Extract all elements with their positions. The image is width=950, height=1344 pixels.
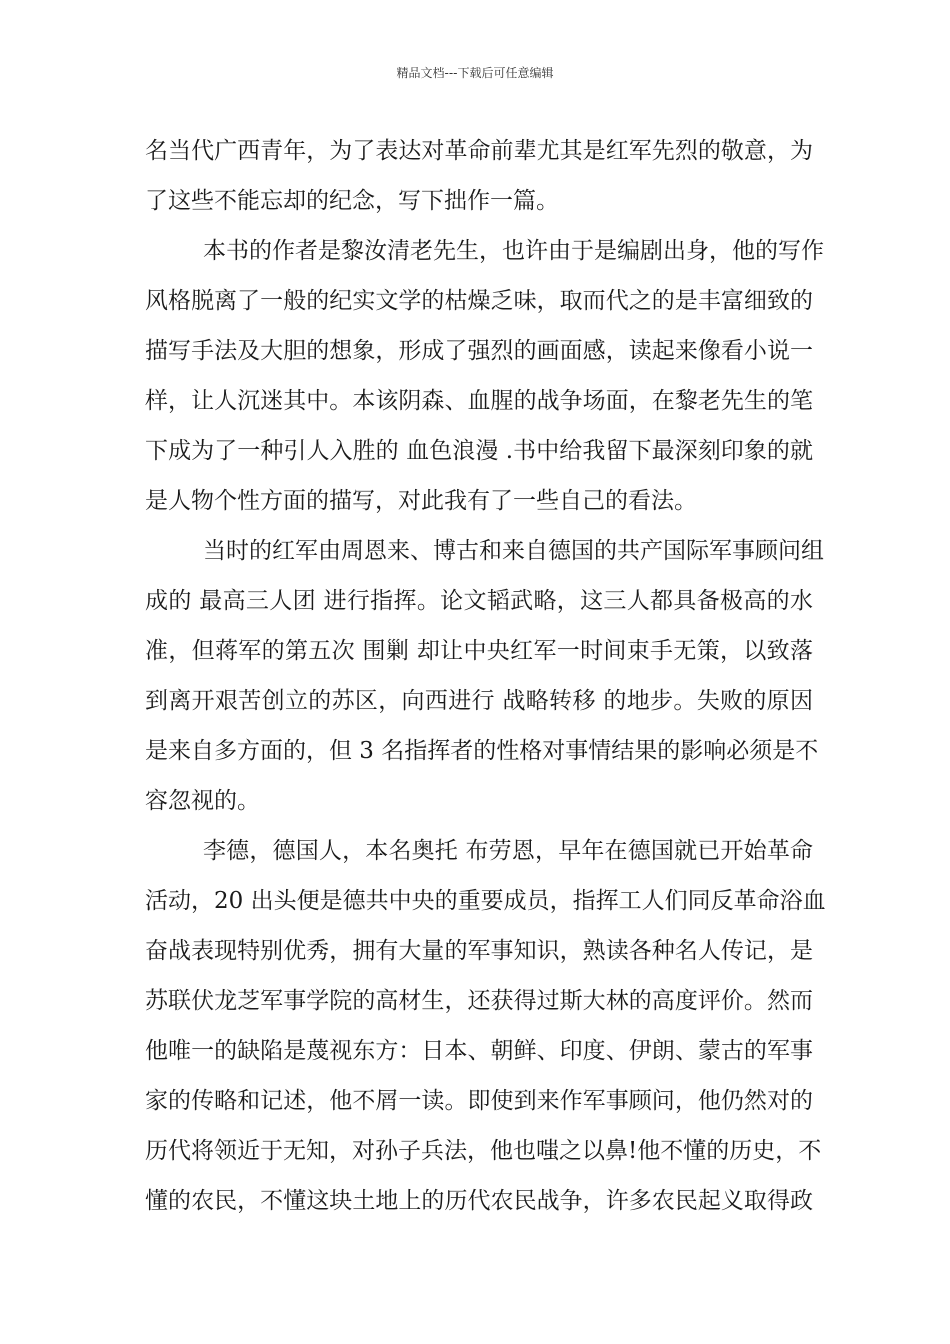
text-line: 他唯一的缺陷是蔑视东方：日本、朝鲜、印度、伊朗、蒙古的军事 bbox=[145, 1038, 813, 1064]
paragraph-4 bbox=[145, 826, 826, 1226]
page-header: 精品文档---下载后可任意编辑 bbox=[396, 66, 554, 80]
text-line: 描写手法及大胆的想象，形成了强烈的画面感，读起来像看小说一 bbox=[145, 338, 813, 364]
text-line: 历代将领近于无知，对孙子兵法，他也嗤之以鼻!他不懂的历史，不 bbox=[145, 1138, 822, 1164]
text-line: 下成为了一种引人入胜的 血色浪漫 .书中给我留下最深刻印象的就 bbox=[145, 438, 813, 464]
text-line: 准，但蒋军的第五次 围剿 却让中央红军一时间束手无策，以致落 bbox=[145, 638, 813, 664]
text-line: 当时的红军由周恩来、博古和来自德国的共产国际军事顾问组 bbox=[203, 538, 824, 564]
text-line: 本书的作者是黎汝清老先生，也许由于是编剧出身，他的写作 bbox=[203, 238, 824, 264]
text-line: 风格脱离了一般的纪实文学的枯燥乏味，取而代之的是丰富细致的 bbox=[145, 288, 813, 314]
text-line: 奋战表现特别优秀，拥有大量的军事知识，熟读各种名人传记，是 bbox=[145, 938, 813, 964]
text-line: 容忽视的。 bbox=[145, 788, 260, 814]
text-line: 是来自多方面的，但 3 名指挥者的性格对事情结果的影响必须是不 bbox=[145, 738, 819, 764]
text-line: 懂的农民，不懂这块土地上的历代农民战争，许多农民起义取得政 bbox=[145, 1188, 813, 1214]
text-line: 样，让人沉迷其中。本该阴森、血腥的战争场面，在黎老先生的笔 bbox=[145, 388, 813, 414]
text-line: 家的传略和记述，他不屑一读。即使到来作军事顾问，他仍然对的 bbox=[145, 1088, 813, 1114]
text-line: 活动，20 出头便是德共中央的重要成员，指挥工人们同反革命浴血 bbox=[145, 888, 826, 914]
paragraph-2 bbox=[145, 226, 824, 526]
text-line: 名当代广西青年，为了表达对革命前辈尤其是红军先烈的敬意，为 bbox=[145, 138, 813, 164]
text-line: 苏联伏龙芝军事学院的高材生，还获得过斯大林的高度评价。然而 bbox=[145, 988, 813, 1014]
paragraph-1 bbox=[145, 126, 813, 226]
text-line: 到离开艰苦创立的苏区，向西进行 战略转移 的地步。失败的原因 bbox=[145, 688, 813, 714]
paragraph-3 bbox=[145, 526, 824, 826]
text-line: 是人物个性方面的描写，对此我有了一些自己的看法。 bbox=[145, 488, 697, 514]
text-line: 李德，德国人，本名奥托 布劳恩，早年在德国就已开始革命 bbox=[203, 838, 813, 864]
text-line: 成的 最高三人团 进行指挥。论文韬武略，这三人都具备极高的水 bbox=[145, 588, 813, 614]
text-line: 了这些不能忘却的纪念，写下拙作一篇。 bbox=[145, 188, 559, 214]
document-body bbox=[145, 126, 826, 1226]
